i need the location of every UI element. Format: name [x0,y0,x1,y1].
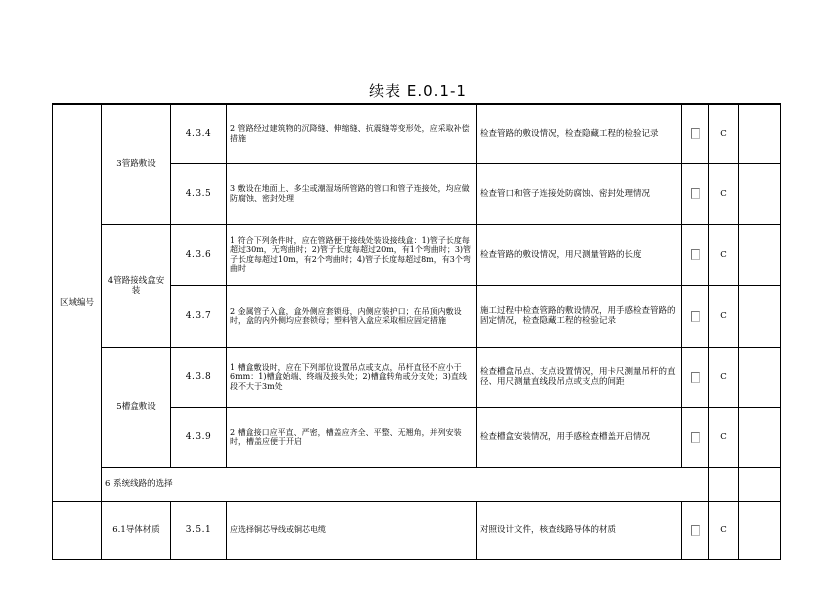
clause-code: 3.5.1 [171,501,227,559]
remark-cell [739,104,781,163]
checkbox[interactable] [691,372,700,383]
grade-cell: C [709,501,739,559]
grade-cell: C [709,163,739,224]
remark-cell [739,163,781,224]
requirement-text: 2 管路经过建筑物的沉降缝、伸缩缝、抗震缝等变形处，应采取补偿措施 [227,104,477,163]
remark-cell [739,501,781,559]
checkbox[interactable] [691,249,700,260]
checkbox[interactable] [691,525,700,536]
remark-cell [739,224,781,285]
region-label-cell: 区域编号 [53,104,102,501]
remark-cell [739,347,781,407]
inspection-method: 检查管路的敷设情况，用尺测量管路的长度 [477,224,682,285]
group-name: 6.1导体材质 [102,501,171,559]
requirement-text: 1 槽盒敷设时，应在下列部位设置吊点或支点，吊杆直径不应小于6mm：1)槽盒始端、终端及接头处；2)槽盒转角或分支处；3)直线段不大于3m处 [227,347,477,407]
grade-cell: C [709,285,739,347]
requirement-text: 3 敷设在地面上、多尘或潮湿场所管路的管口和管子连接处，均应做防腐蚀、密封处理 [227,163,477,224]
checkbox[interactable] [691,128,700,139]
grade-cell: C [709,407,739,467]
checkbox[interactable] [691,188,700,199]
remark-cell [739,407,781,467]
clause-code: 4.3.6 [171,224,227,285]
requirement-text: 2 槽盒接口应平直、严密，槽盖应齐全、平整、无翘角，并列安装时，槽盖应便于开启 [227,407,477,467]
inspection-method: 对照设计文件，核查线路导体的材质 [477,501,682,559]
inspection-table [52,103,781,560]
checkbox-cell[interactable] [682,163,709,224]
group-name: 4管路接线盒安装 [102,224,171,347]
requirement-text: 应选择铜芯导线或铜芯电缆 [227,501,477,559]
grade-cell [709,467,739,501]
inspection-method: 检查槽盒安装情况，用手感检查槽盖开启情况 [477,407,682,467]
clause-code: 4.3.8 [171,347,227,407]
region-cell [53,501,102,559]
checkbox-cell[interactable] [682,104,709,163]
inspection-method: 检查槽盒吊点、支点设置情况，用卡尺测量吊杆的直径、用尺测量直线段吊点或支点的间距 [477,347,682,407]
grade-cell: C [709,224,739,285]
requirement-text: 2 金属管子入盒，盒外侧应套锁母，内侧应装护口；在吊顶内敷设时，盒的内外侧均应套锁母；塑料管入盒应采取相应固定措施 [227,285,477,347]
remark-cell [739,285,781,347]
inspection-method: 施工过程中检查管路的敷设情况，用手感检查管路的固定情况，检查隐藏工程的检验记录 [477,285,682,347]
checkbox[interactable] [691,432,700,443]
checkbox[interactable] [691,311,700,322]
inspection-method: 检查管口和管子连接处防腐蚀、密封处理情况 [477,163,682,224]
clause-code: 4.3.5 [171,163,227,224]
group-name: 3管路敷设 [102,104,171,224]
clause-code: 4.3.7 [171,285,227,347]
grade-cell: C [709,104,739,163]
checkbox-cell[interactable] [682,407,709,467]
group-name: 5槽盒敷设 [102,347,171,467]
page-title: 续表 E.0.1-1 [369,82,467,100]
clause-code: 4.3.4 [171,104,227,163]
checkbox-cell[interactable] [682,285,709,347]
clause-code: 4.3.9 [171,407,227,467]
section-heading: 6 系统线路的选择 [102,467,709,501]
checkbox-cell[interactable] [682,501,709,559]
grade-cell: C [709,347,739,407]
requirement-text: 1 符合下列条件时，应在管路便于接线处装设接线盒：1)管子长度每超过30m，无弯曲时；2)管子长度每超过20m，有1个弯曲时；3)管子长度每超过10m，有2个弯曲时；4)管子长度每超过8m，有3个弯曲时 [227,224,477,285]
inspection-method: 检查管路的敷设情况，检查隐藏工程的检验记录 [477,104,682,163]
checkbox-cell[interactable] [682,347,709,407]
checkbox-cell[interactable] [682,224,709,285]
remark-cell [739,467,781,501]
